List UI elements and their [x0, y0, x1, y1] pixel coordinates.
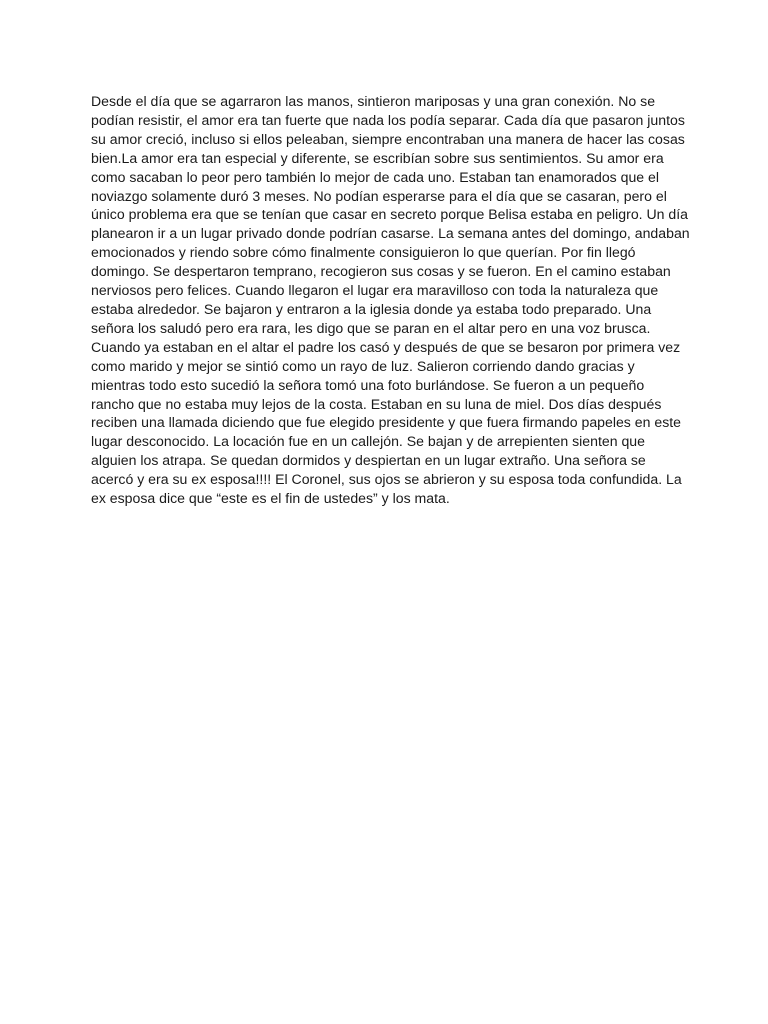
text-line: como sacaban lo peor pero también lo mejor de cada uno. Estaban tan enamorados que el — [91, 168, 660, 185]
text-line: señora los saludó pero era rara, les digo que se paran en el altar pero en una voz brusca. — [91, 319, 651, 336]
text-line: bien.La amor era tan especial y diferente, se escribían sobre sus sentimientos. Su amor era — [91, 149, 664, 166]
text-line: podían resistir, el amor era tan fuerte que nada los podía separar. Cada día que pasaron juntos — [91, 111, 685, 128]
text-line: Desde el día que se agarraron las manos, sintieron mariposas y una gran conexión. No se — [91, 93, 656, 109]
text-line: noviazgo solamente duró 3 meses. No podían esperarse para el día que se casaran, pero el — [91, 187, 667, 204]
text-line: ex esposa dice que “este es el fin de ustedes” y los mata. — [91, 490, 450, 507]
text-line: mientras todo esto sucedió la señora tomó una foto burlándose. Se fueron a un pequeño — [91, 376, 645, 393]
text-line: emocionados y riendo sobre cómo finalmente consiguieron lo que querían. Por fin llegó — [91, 244, 636, 261]
text-line: planearon ir a un lugar privado donde podrían casarse. La semana antes del domingo, andaban — [91, 225, 690, 242]
text-line: estaba alrededor. Se bajaron y entraron a la iglesia donde ya estaba todo preparado. Una — [91, 300, 652, 317]
text-line: reciben una llamada diciendo que fue elegido presidente y que fuera firmando papeles en este — [91, 414, 681, 431]
text-line: su amor creció, incluso si ellos peleaban, siempre encontraban una manera de hacer las cosas — [91, 130, 685, 147]
text-line: rancho que no estaba muy lejos de la costa. Estaban en su luna de miel. Dos días después — [91, 395, 662, 412]
text-line: único problema era que se tenían que casar en secreto porque Belisa estaba en peligro. Un día — [91, 206, 689, 223]
text-line: alguien los atrapa. Se quedan dormidos y despiertan en un lugar extraño. Una señora se — [91, 452, 646, 469]
text-line: nerviosos pero felices. Cuando llegaron el lugar era maravilloso con toda la naturaleza que — [91, 282, 659, 299]
text-line: Cuando ya estaban en el altar el padre los casó y después de que se besaron por primera vez — [91, 338, 681, 355]
text-line: domingo. Se despertaron temprano, recogieron sus cosas y se fueron. En el camino estaban — [91, 263, 671, 280]
text-line: como marido y mejor se sintió como un rayo de luz. Salieron corriendo dando gracias y — [91, 357, 635, 374]
story-paragraph — [91, 92, 690, 508]
text-line: acercó y era su ex esposa!!!! El Coronel, sus ojos se abrieron y su esposa toda confundida. La — [91, 471, 682, 488]
text-line: lugar desconocido. La locación fue en un callejón. Se bajan y de arrepienten sienten que — [91, 433, 645, 450]
